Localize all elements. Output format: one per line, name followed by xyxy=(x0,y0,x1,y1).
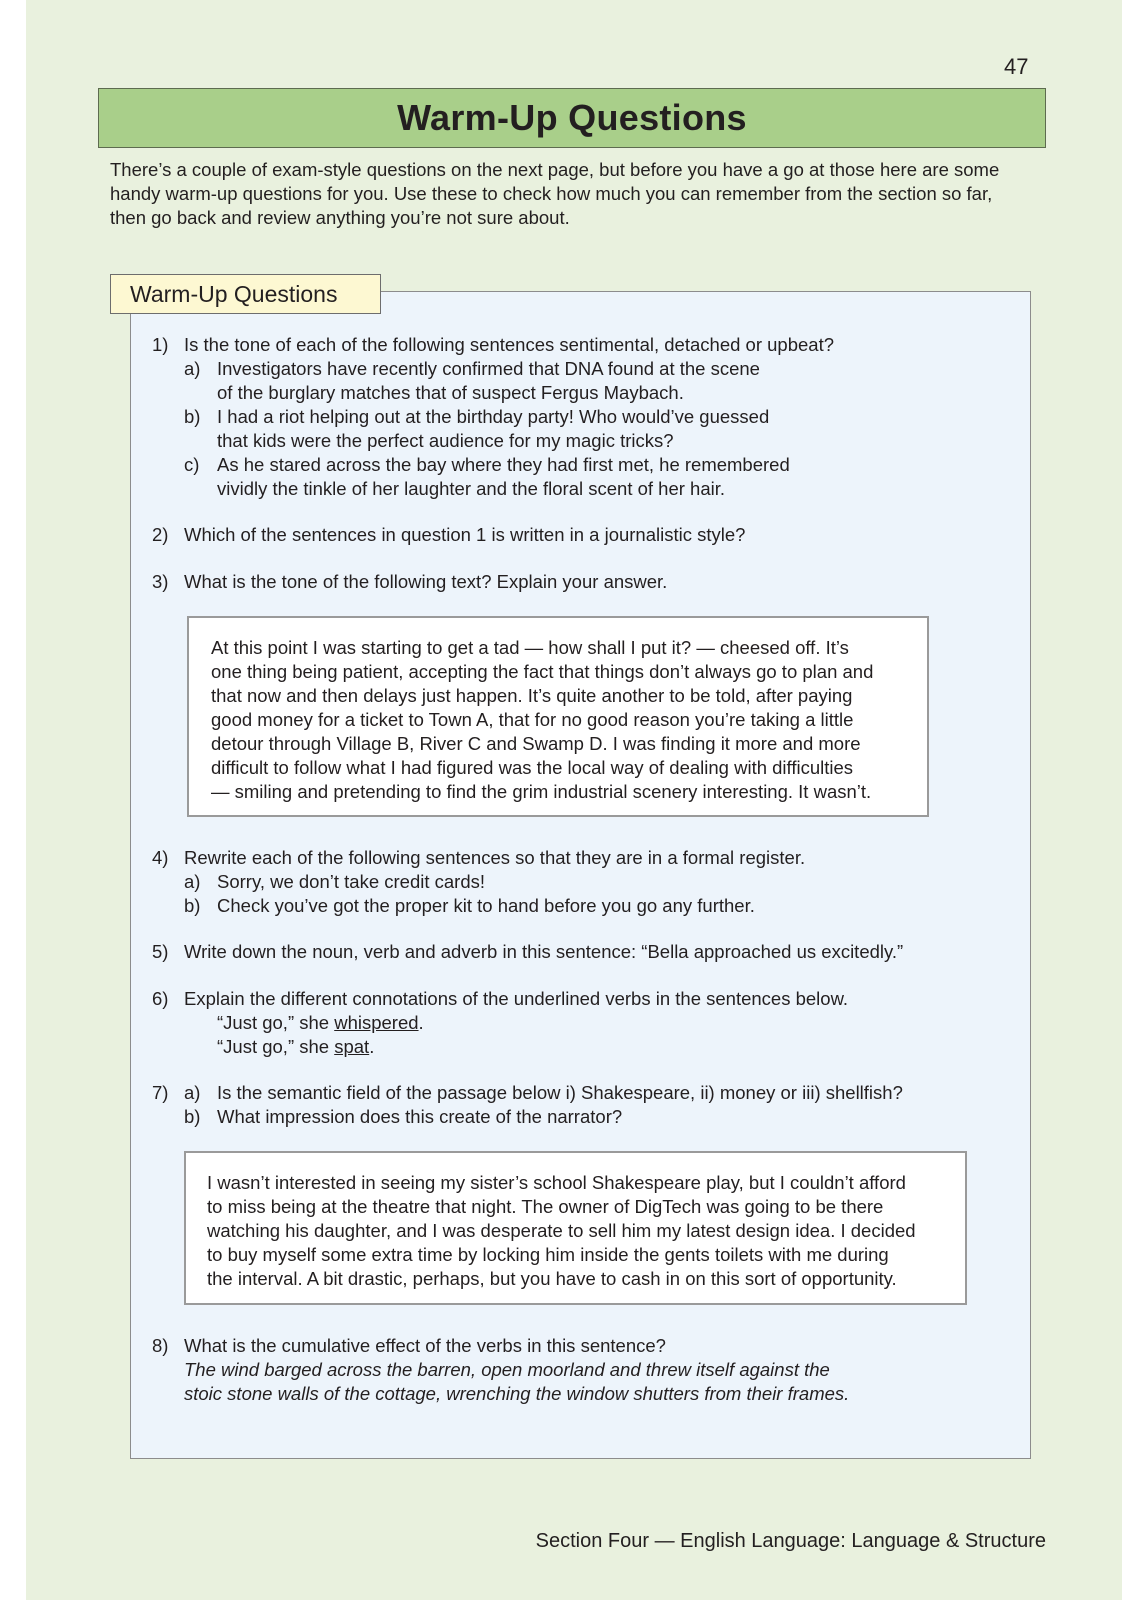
passage-line: to buy myself some extra time by locking him inside the gents toilets with me during xyxy=(207,1244,889,1265)
passage-line: I wasn’t interested in seeing my sister’s school Shakespeare play, but I couldn’t afford xyxy=(207,1172,906,1193)
sub-label: b) xyxy=(184,1106,201,1127)
sub-label: b) xyxy=(184,406,201,427)
sub-label: a) xyxy=(184,358,201,379)
passage-line: the interval. A bit drastic, perhaps, but you have to cash in on this sort of opportunity. xyxy=(207,1268,897,1289)
question-number: 4) xyxy=(152,847,169,868)
sub-text: Is the semantic field of the passage below i) Shakespeare, ii) money or iii) shellfish? xyxy=(217,1082,903,1103)
sub-label: a) xyxy=(184,871,201,892)
intro-paragraph: There’s a couple of exam-style questions on the next page, but before you have a go at those here are some handy warm-up questions for you. Use these to check how much you can remember from the section so far, then go back and review anything you’re not sure about. xyxy=(110,159,1000,228)
example-sentence xyxy=(217,1011,424,1035)
question-text: Write down the noun, verb and adverb in this sentence: “Bella approached us excitedly.” xyxy=(184,941,904,962)
sentence-end: . xyxy=(369,1036,375,1057)
passage-line: difficult to follow what I had figured was the local way of dealing with difficulties xyxy=(211,757,854,778)
sub-text: As he stared across the bay where they had first met, he remembered xyxy=(217,454,790,475)
question-text: Explain the different connotations of the underlined verbs in the sentences below. xyxy=(184,988,849,1009)
passage-line: — smiling and pretending to find the grim industrial scenery interesting. It wasn’t. xyxy=(211,781,872,802)
question-number: 2) xyxy=(152,524,169,545)
sub-label: a) xyxy=(184,1082,201,1103)
sub-text: Sorry, we don’t take credit cards! xyxy=(217,871,486,892)
question-number: 5) xyxy=(152,941,169,962)
question-number: 6) xyxy=(152,988,169,1009)
example-sentence xyxy=(217,1035,374,1059)
passage-line: watching his daughter, and I was desperate to sell him my latest design idea. I decided xyxy=(207,1220,916,1241)
question-number: 1) xyxy=(152,334,169,355)
title-banner xyxy=(98,88,1046,148)
passage-box-2 xyxy=(184,1151,967,1305)
sub-text: that kids were the perfect audience for my magic tricks? xyxy=(217,430,674,451)
underlined-verb: spat xyxy=(334,1036,370,1057)
question-text: Is the tone of each of the following sentences sentimental, detached or upbeat? xyxy=(184,334,834,355)
question-text: Which of the sentences in question 1 is written in a journalistic style? xyxy=(184,524,746,545)
passage-line: to miss being at the theatre that night. The owner of DigTech was going to be there xyxy=(207,1196,884,1217)
passage-line: good money for a ticket to Town A, that for no good reason you’re taking a little xyxy=(211,709,854,730)
sub-text: Check you’ve got the proper kit to hand before you go any further. xyxy=(217,895,755,916)
question-text: What is the tone of the following text? Explain your answer. xyxy=(184,571,668,592)
passage-line: one thing being patient, accepting the fact that things don’t always go to plan and xyxy=(211,661,874,682)
question-number: 7) xyxy=(152,1082,169,1103)
passage-line: At this point I was starting to get a tad — how shall I put it? — cheesed off. It’s xyxy=(211,637,849,658)
sentence-end: . xyxy=(418,1012,424,1033)
question-text: Rewrite each of the following sentences so that they are in a formal register. xyxy=(184,847,806,868)
passage-box-1 xyxy=(187,616,929,817)
sub-text: Investigators have recently confirmed that DNA found at the scene xyxy=(217,358,760,379)
passage-line: detour through Village B, River C and Swamp D. I was finding it more and more xyxy=(211,733,861,754)
quoted-sentence: The wind barged across the barren, open moorland and threw itself against the xyxy=(184,1359,830,1380)
sub-text: I had a riot helping out at the birthday party! Who would’ve guessed xyxy=(217,406,770,427)
page-number: 47 xyxy=(1004,54,1029,79)
section-footer: Section Four — English Language: Language & Structure xyxy=(535,1530,1046,1552)
question-number: 3) xyxy=(152,571,169,592)
sub-text: of the burglary matches that of suspect Fergus Maybach. xyxy=(217,382,684,403)
sub-text: What impression does this create of the narrator? xyxy=(217,1106,623,1127)
sub-text: vividly the tinkle of her laughter and the floral scent of her hair. xyxy=(217,478,726,499)
sentence-start: “Just go,” she xyxy=(217,1036,335,1057)
question-text: What is the cumulative effect of the verbs in this sentence? xyxy=(184,1335,666,1356)
question-number: 8) xyxy=(152,1335,169,1356)
page-title: Warm-Up Questions xyxy=(397,97,747,138)
sub-label: b) xyxy=(184,895,201,916)
questions-tab-label: Warm-Up Questions xyxy=(110,274,381,314)
underlined-verb: whispered xyxy=(334,1012,419,1033)
sentence-start: “Just go,” she xyxy=(217,1012,335,1033)
quoted-sentence: stoic stone walls of the cottage, wrenching the window shutters from their frames. xyxy=(184,1383,850,1404)
passage-line: that now and then delays just happen. It’s quite another to be told, after paying xyxy=(211,685,853,706)
sub-label: c) xyxy=(184,454,200,475)
